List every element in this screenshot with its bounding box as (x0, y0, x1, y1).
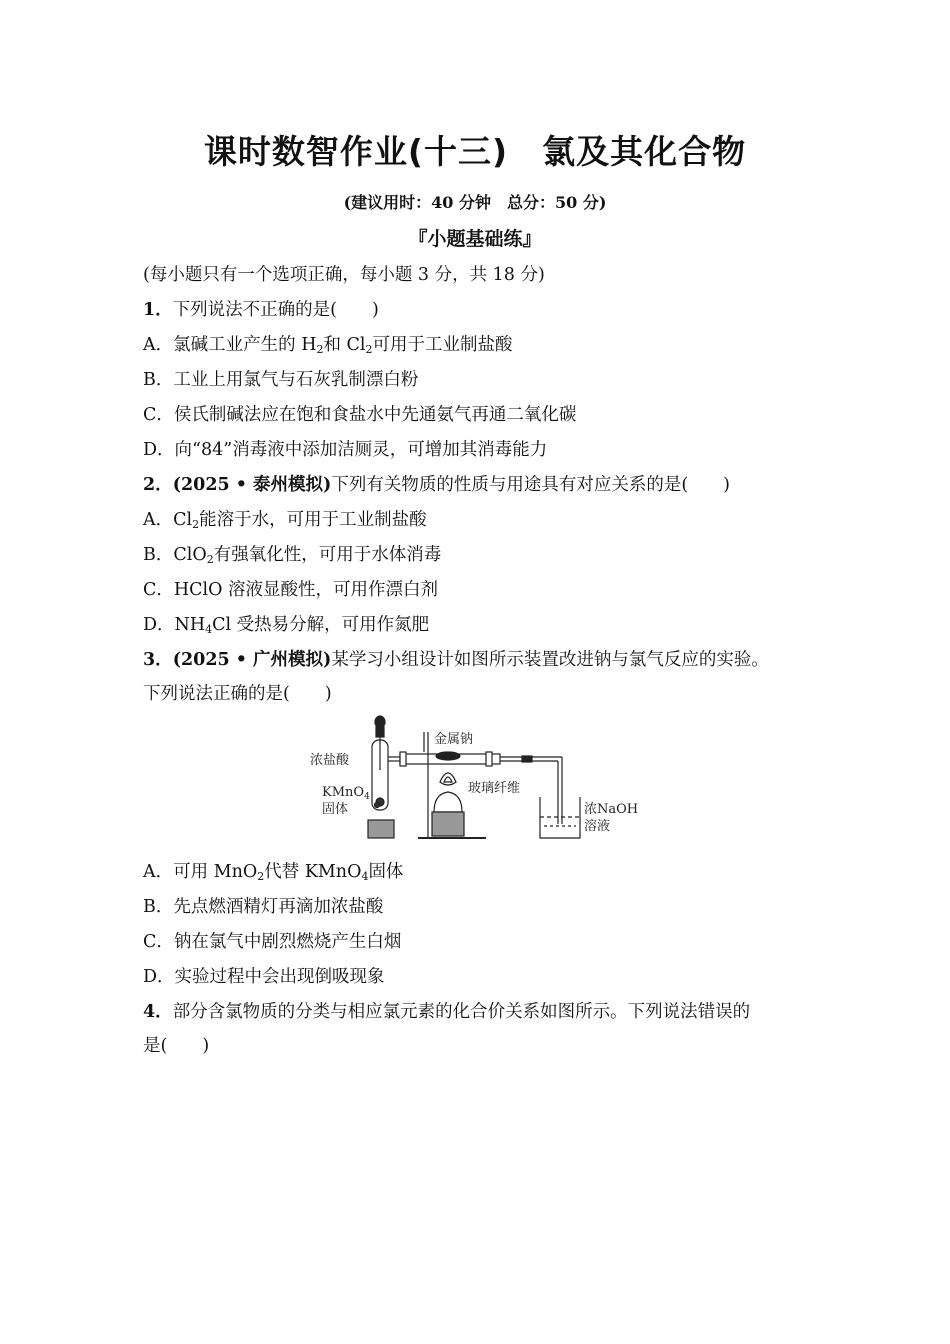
beaker (540, 797, 580, 838)
label-kmno4: KMnO$_4$ (322, 785, 370, 802)
question-3-option-d: D．实验过程中会出现倒吸现象 (143, 967, 385, 987)
support-block-left (368, 820, 394, 838)
question-3-option-b: B．先点燃酒精灯再滴加浓盐酸 (143, 897, 384, 917)
label-naoh: 浓NaOH (584, 802, 639, 817)
question-3-stem-cont: 下列说法正确的是( ) (143, 684, 332, 704)
label-solid: 固体 (322, 802, 349, 817)
section-label: 『小题基础练』 (408, 228, 542, 250)
question-2-option-b: B．ClO$_2$有强氧化性，可用于水体消毒 (143, 545, 442, 566)
question-2-option-d: D．$NH_4Cl$ 受热易分解，可用作氮肥 (143, 615, 430, 636)
question-3-option-c: C．钠在氯气中剧烈燃烧产生白烟 (143, 932, 402, 952)
question-4-stem-cont: 是( ) (143, 1036, 210, 1056)
question-4-stem: 4．部分含氯物质的分类与相应氯元素的化合价关系如图所示。下列说法错误的 (143, 1002, 751, 1022)
page-title: 课时数智作业(十三) 氯及其化合物 (203, 132, 747, 171)
sodium-sample (436, 752, 460, 760)
question-1-option-a: A．氯碱工业产生的 $H_2$和 $Cl_2$可用于工业制盐酸 (143, 335, 513, 356)
question-1-option-b: B．工业上用氯气与石灰乳制漂白粉 (143, 370, 419, 390)
flame (440, 773, 456, 785)
question-2-option-a: A．$Cl_2$能溶于水，可用于工业制盐酸 (143, 510, 427, 531)
question-1-option-d: D．向“84”消毒液中添加洁厕灵，可增加其消毒能力 (143, 440, 548, 460)
alcohol-lamp (434, 792, 462, 812)
question-1-option-c: C．侯氏制碱法应在饱和食盐水中先通氨气再通二氧化碳 (143, 405, 577, 425)
apparatus-diagram (300, 712, 650, 844)
question-2-option-c: C．HClO 溶液显酸性，可用作漂白剂 (143, 580, 439, 600)
question-3-stem: 3．(2025 • 广州模拟)某学习小组设计如图所示装置改进钠与氯气反应的实验。 (143, 650, 769, 670)
label-concentrated-hcl: 浓盐酸 (310, 753, 350, 768)
question-3-option-a: A．可用 MnO$_2$代替 KMnO$_4$固体 (143, 862, 404, 883)
instructions: (每小题只有一个选项正确，每小题 3 分，共 18 分) (143, 265, 545, 285)
dropper-bulb (375, 716, 385, 728)
label-glass-fiber: 玻璃纤维 (468, 781, 521, 796)
label-sodium: 金属钠 (434, 732, 474, 747)
support-block-right (432, 812, 464, 836)
question-1-stem: 1．下列说法不正确的是( ) (143, 300, 379, 320)
label-solution: 溶液 (584, 819, 611, 834)
question-2-stem: 2．(2025 • 泰州模拟)下列有关物质的性质与用途具有对应关系的是( ) (143, 475, 730, 495)
time-score-info: (建议用时：40 分钟 总分：50 分) (343, 193, 607, 212)
